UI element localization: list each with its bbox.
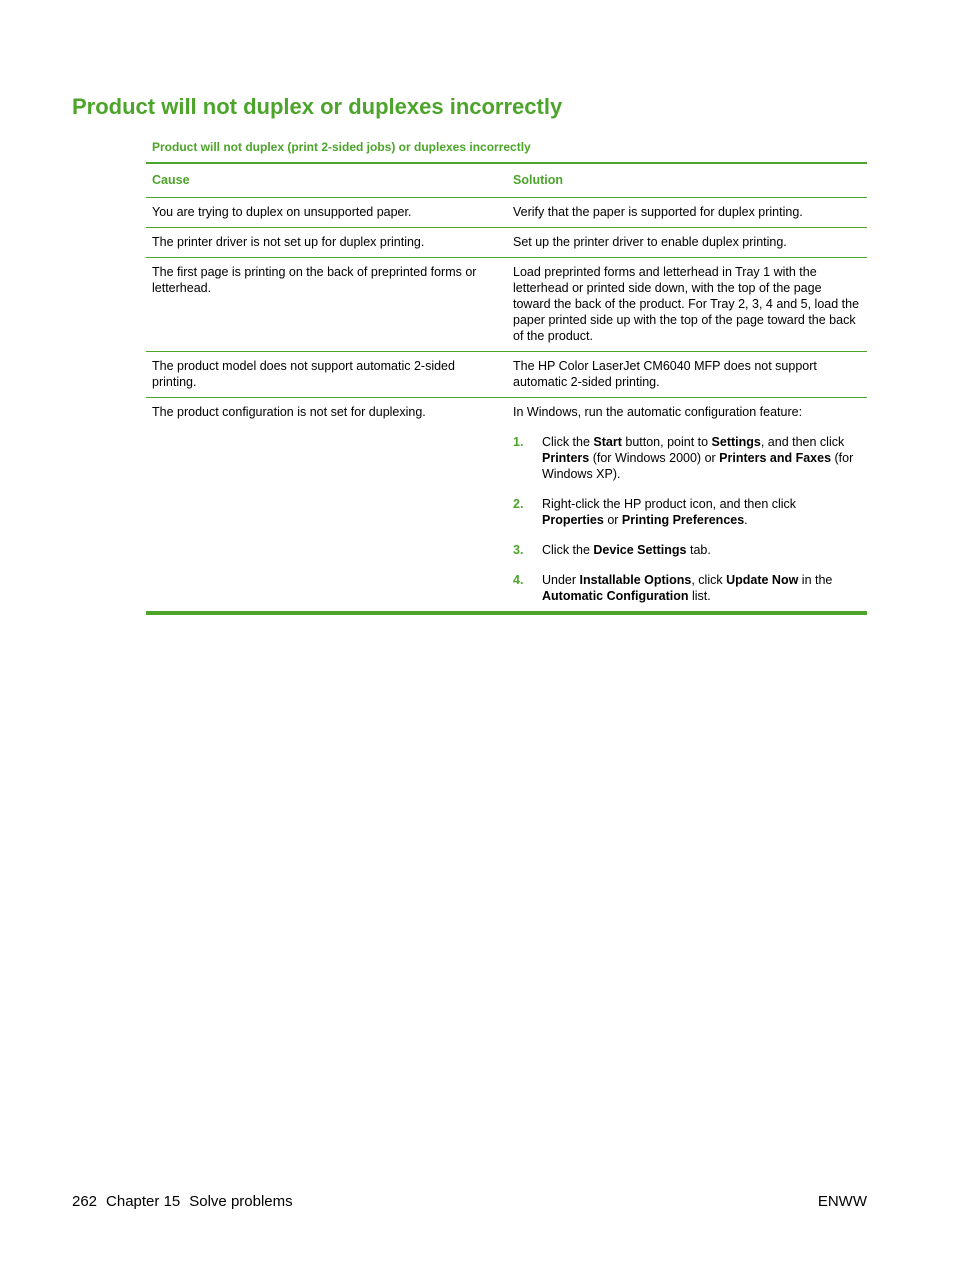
step-number: 3. [513,543,524,557]
cause-cell: You are trying to duplex on unsupported paper. [152,205,412,219]
table-row [146,228,867,258]
cause-cell: The product configuration is not set for duplexing. [152,405,426,419]
column-header-cause: Cause [152,173,190,187]
solution-cell: Verify that the paper is supported for duplex printing. [513,205,803,219]
table-row [146,352,867,398]
solution-cell: Set up the printer driver to enable duplex printing. [513,235,787,249]
chapter-label: Chapter 15 [106,1193,181,1210]
table-row [146,258,867,352]
troubleshooting-table [146,162,867,615]
step-item [513,542,861,558]
column-header-solution: Solution [513,173,563,187]
page-footer-right: ENWW [817,1193,867,1210]
step-text: Under Installable Options, click Update Now in the Automatic Configuration list. [542,573,833,603]
step-text: Click the Device Settings tab. [542,543,711,557]
step-text: Right-click the HP product icon, and then click Properties or Printing Preferences. [542,497,797,527]
step-item [513,434,861,482]
step-item [513,496,861,528]
solution-cell: Load preprinted forms and letterhead in Tray 1 with the letterhead or printed side down, with the top of the page toward the back of the product. For Tray 2, 3, 4 and 5, load the paper printed side up with the top of the page toward the back of the product. [513,265,860,343]
table-row [146,398,867,611]
step-number: 2. [513,497,524,511]
page-title: Product will not duplex or duplexes incorrectly [72,94,563,119]
table-row [146,198,867,228]
solution-cell: The HP Color LaserJet CM6040 MFP does not support automatic 2-sided printing. [513,359,817,389]
solution-intro: In Windows, run the automatic configuration feature: [513,405,803,419]
page-footer-left [72,1193,302,1211]
solution-cell [506,398,867,611]
cause-cell: The product model does not support automatic 2-sided printing. [152,359,455,389]
configuration-steps [513,434,861,604]
section-label: Solve problems [189,1193,293,1210]
step-number: 4. [513,573,524,587]
step-text: Click the Start button, point to Settings, and then click Printers (for Windows 2000) or Printers and Faxes (for Windows XP). [542,435,854,481]
cause-cell: The printer driver is not set up for duplex printing. [152,235,425,249]
step-number: 1. [513,435,524,449]
step-item [513,572,861,604]
table-header-row [146,164,867,198]
table-caption: Product will not duplex (print 2-sided jobs) or duplexes incorrectly [152,140,531,154]
page-number: 262 [72,1193,98,1210]
cause-cell: The first page is printing on the back of preprinted forms or letterhead. [152,265,477,295]
